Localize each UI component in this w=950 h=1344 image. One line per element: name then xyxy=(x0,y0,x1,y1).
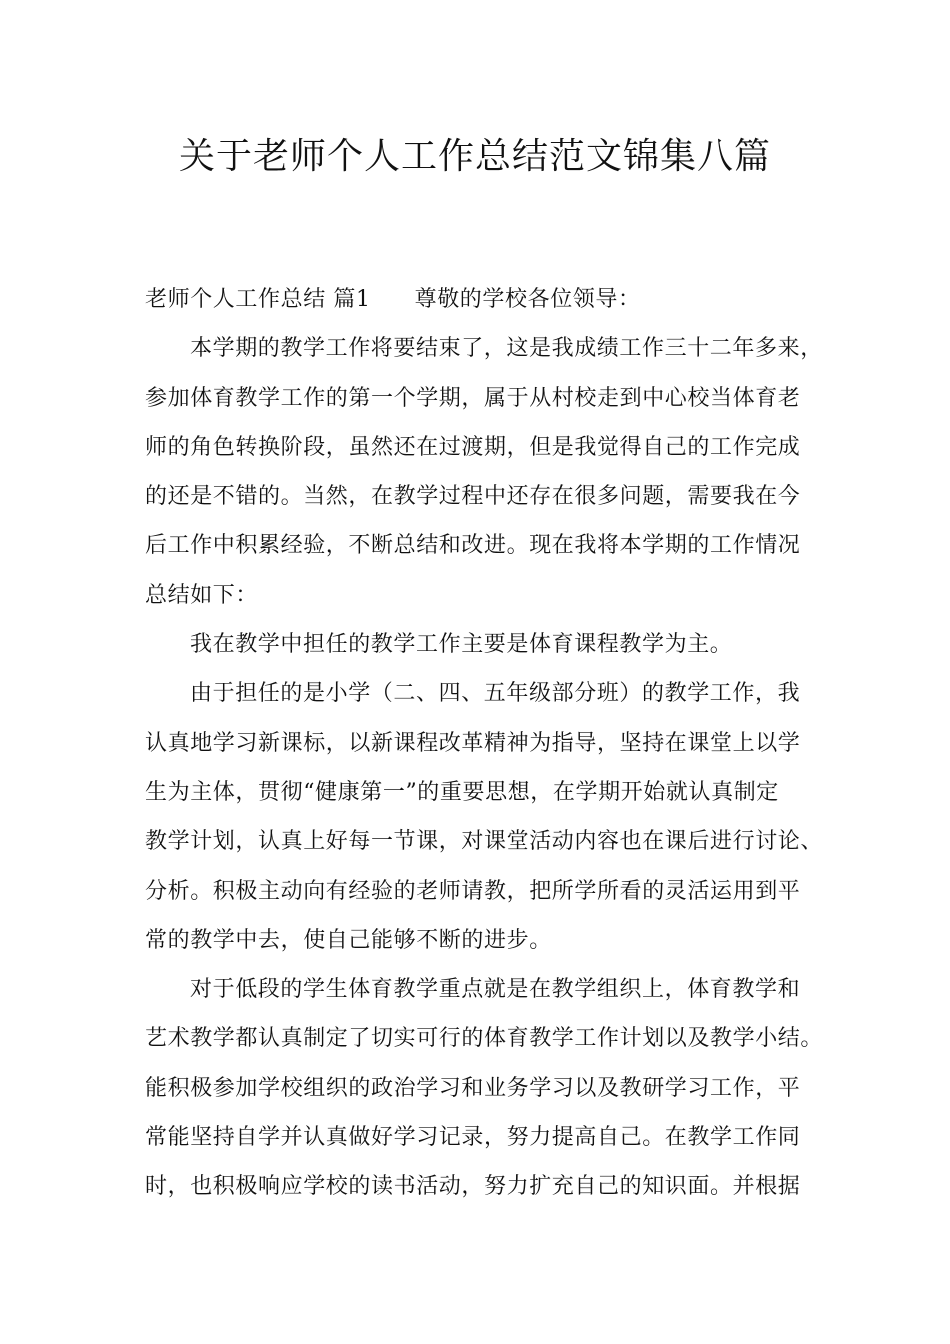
paragraph-3-line: 由于担任的是小学（二、四、五年级部分班）的教学工作，我 xyxy=(190,681,801,707)
paragraph-4-line: 时，也积极响应学校的读书活动，努力扩充自己的知识面。并根据 xyxy=(145,1174,801,1200)
document-title: 关于老师个人工作总结范文锦集八篇 xyxy=(178,136,771,177)
paragraph-3-line: 认真地学习新课标，以新课程改革精神为指导，坚持在课堂上以学 xyxy=(145,730,801,756)
paragraph-2-line: 我在教学中担任的教学工作主要是体育课程教学为主。 xyxy=(190,632,733,658)
paragraph-1-line: 的还是不错的。当然，在教学过程中还存在很多问题，需要我在今 xyxy=(145,484,801,510)
paragraph-3-line: 常的教学中去，使自己能够不断的进步。 xyxy=(145,927,552,953)
paragraph-4-line: 能积极参加学校组织的政治学习和业务学习以及教研学习工作，平 xyxy=(145,1075,801,1101)
paragraph-4-line: 常能坚持自学并认真做好学习记录，努力提高自己。在教学工作同 xyxy=(145,1125,801,1151)
paragraph-4-line: 对于低段的学生体育教学重点就是在教学组织上，体育教学和 xyxy=(190,977,801,1003)
paragraph-1-line: 本学期的教学工作将要结束了，这是我成绩工作三十二年多来， xyxy=(190,336,823,362)
paragraph-1-line: 后工作中积累经验，不断总结和改进。现在我将本学期的工作情况 xyxy=(145,533,801,559)
section-heading-line xyxy=(145,286,845,335)
paragraph-4-line: 艺术教学都认真制定了切实可行的体育教学工作计划以及教学小结。 xyxy=(145,1026,824,1052)
paragraph-1-line: 总结如下： xyxy=(145,582,259,608)
paragraph-3-line: 教学计划，认真上好每一节课，对课堂活动内容也在课后进行讨论、 xyxy=(145,829,824,855)
paragraph-1-line: 师的角色转换阶段，虽然还在过渡期，但是我觉得自己的工作完成 xyxy=(145,434,801,460)
section-heading: 老师个人工作总结 篇1 xyxy=(145,287,371,312)
paragraph-3-line: 生为主体，贯彻“健康第一”的重要思想，在学期开始就认真制定 xyxy=(145,779,779,805)
salutation: 尊敬的学校各位领导： xyxy=(414,287,641,312)
document-body xyxy=(145,286,845,1223)
paragraph-1-line: 参加体育教学工作的第一个学期，属于从村校走到中心校当体育老 xyxy=(145,385,801,411)
paragraph-3-line: 分析。积极主动向有经验的老师请教，把所学所看的灵活运用到平 xyxy=(145,878,801,904)
